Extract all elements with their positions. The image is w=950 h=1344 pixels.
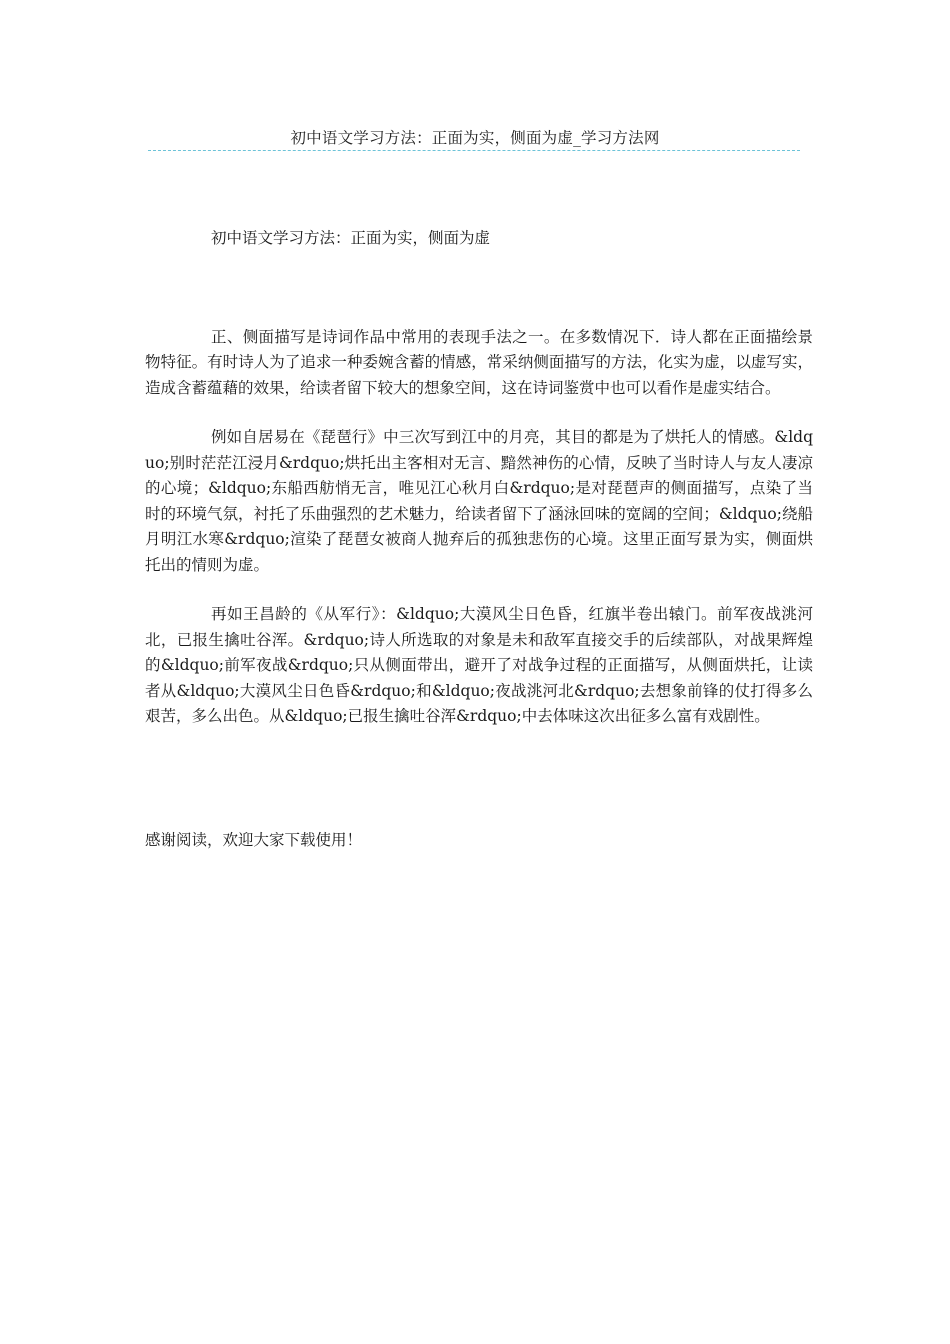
article-paragraph-1: 正、侧面描写是诗词作品中常用的表现手法之一。在多数情况下．诗人都在正面描绘景物特征。有时诗人为了追求一种委婉含蓄的情感，常采纳侧面描写的方法，化实为虚，以虚写实，造成含蓄蕴藉的效果，给读者留下较大的想象空间，这在诗词鉴赏中也可以看作是虚实结合。	[145, 327, 813, 397]
article-paragraph-2: 例如自居易在《琵琶行》中三次写到江中的月亮，其目的都是为了烘托人的情感。&ldquo;别时茫茫江浸月&rdquo;烘托出主客相对无言、黯然神伤的心情，反映了当时诗人与友人凄凉的心境；&ldquo;东船西舫悄无言，唯见江心秋月白&rdquo;是对琵琶声的侧面描写，点染了当时的环境气氛，衬托了乐曲强烈的艺术魅力，给读者留下了涵泳回味的宽阔的空间；&ldquo;绕船月明江水寒&rdquo;渲染了琵琶女被商人抛弃后的孤独悲伤的心境。这里正面写景为实，侧面烘托出的情则为虚。	[145, 428, 813, 574]
page-header-title: 初中语文学习方法：正面为实，侧面为虚_学习方法网	[290, 129, 660, 147]
closing-note: 感谢阅读，欢迎大家下载使用！	[145, 830, 363, 849]
header-divider	[148, 150, 800, 151]
article-subtitle: 初中语文学习方法：正面为实，侧面为虚	[211, 229, 491, 247]
article-paragraph-3: 再如王昌龄的《从军行》：&ldquo;大漠风尘日色昏，红旗半卷出辕门。前军夜战洮河北，已报生擒吐谷浑。&rdquo;诗人所选取的对象是未和敌军直接交手的后续部队，对战果辉煌的&ldquo;前军夜战&rdquo;只从侧面带出，避开了对战争过程的正面描写，从侧面烘托，让读者从&ldquo;大漠风尘日色昏&rdquo;和&ldquo;夜战洮河北&rdquo;去想象前锋的仗打得多么艰苦，多么出色。从&ldquo;已报生擒吐谷浑&rdquo;中去体味这次出征多么富有戏剧性。	[145, 605, 813, 725]
article-body	[145, 226, 813, 853]
